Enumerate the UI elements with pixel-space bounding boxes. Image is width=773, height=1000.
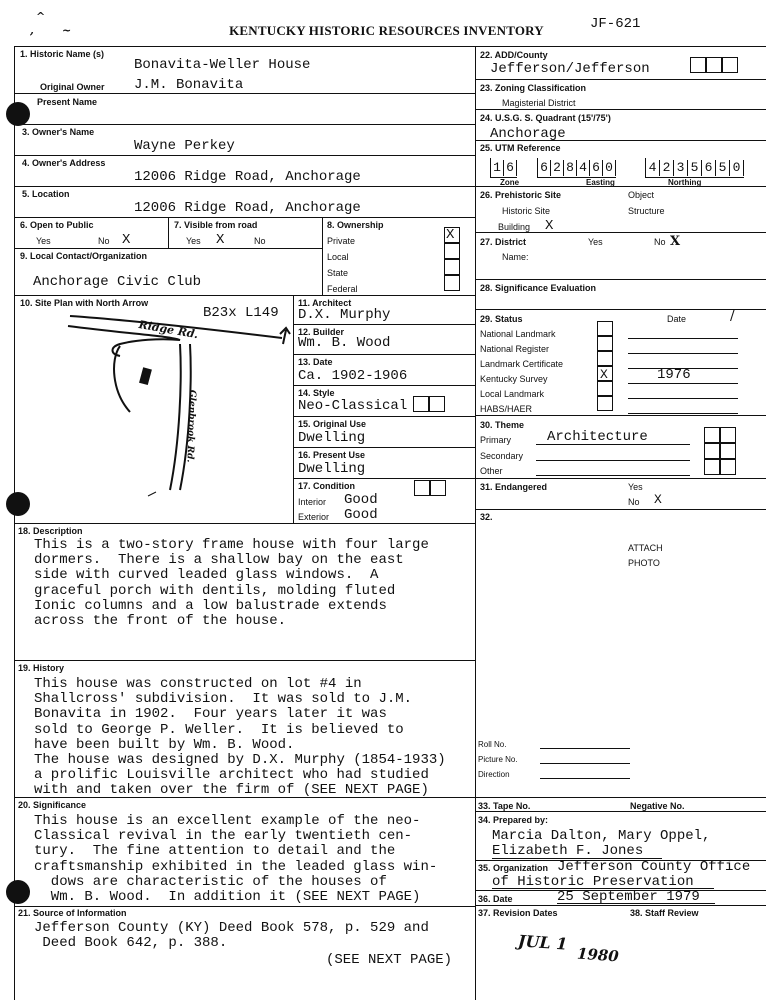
- margin-mark: ^: [36, 10, 46, 23]
- field-16-label: 16. Present Use: [298, 450, 366, 460]
- divider: [322, 217, 323, 295]
- utm-digit: 5: [716, 160, 730, 176]
- style-box[interactable]: [429, 396, 445, 412]
- rule: [14, 295, 475, 296]
- history-line: This house was constructed on lot #4 in: [34, 676, 362, 692]
- underline: [540, 748, 630, 749]
- open-no: No: [98, 236, 110, 246]
- underline: [628, 413, 738, 414]
- theme-box[interactable]: [704, 427, 720, 443]
- architect: D.X. Murphy: [298, 307, 391, 323]
- original-owner-label: Original Owner: [40, 82, 105, 92]
- rule: [293, 447, 475, 448]
- district-yes: Yes: [588, 237, 603, 247]
- utm-digit: 2: [551, 160, 564, 176]
- theme-box[interactable]: [704, 459, 720, 475]
- other-label: Other: [480, 466, 503, 476]
- field-15-label: 15. Original Use: [298, 419, 367, 429]
- significance-line: dows are characteristic of the houses of: [34, 873, 387, 890]
- field-32-label: 32.: [480, 512, 493, 522]
- original-use: Dwelling: [298, 430, 366, 446]
- style: Neo-Classical: [298, 398, 408, 414]
- visible-mark: X: [216, 232, 225, 248]
- significance-line: tury. The fine attention to detail and the: [34, 843, 396, 860]
- rule: [14, 93, 475, 94]
- field-8-label: 8. Ownership: [327, 220, 384, 230]
- rule: [475, 811, 766, 812]
- private-mark: X: [446, 227, 455, 243]
- field-20-label: 20. Significance: [18, 800, 87, 810]
- prepared-by-line1: Marcia Dalton, Mary Oppel,: [492, 828, 711, 844]
- rule: [293, 478, 475, 479]
- history-line: with and taken over the firm of (SEE NEXT PAGE): [34, 782, 429, 799]
- source-line: Jefferson County (KY) Deed Book 578, p. 529 and: [34, 920, 429, 936]
- national-landmark-checkbox[interactable]: [597, 321, 613, 336]
- field-2-label: Present Name: [37, 97, 98, 107]
- source-line: Deed Book 642, p. 388.: [34, 935, 228, 952]
- kentucky-survey-mark: X: [600, 367, 608, 382]
- history-line: Bonavita in 1902. Four years later it was: [34, 706, 387, 723]
- utm-easting: [537, 158, 616, 178]
- history-block: [34, 677, 446, 799]
- district-name-label: Name:: [502, 252, 529, 262]
- ownership-state: State: [327, 268, 349, 278]
- rule: [14, 186, 475, 187]
- easting-label: Easting: [586, 178, 615, 187]
- utm-digit: 2: [660, 160, 674, 176]
- district-mark: X: [670, 234, 681, 249]
- rule: [475, 415, 766, 416]
- significance-block: [34, 814, 437, 905]
- endangered-no: No: [628, 497, 640, 507]
- utm-digit: 4: [646, 160, 660, 176]
- see-next-page: (SEE NEXT PAGE): [326, 952, 453, 968]
- field-13-label: 13. Date: [298, 357, 333, 367]
- rule: [475, 309, 766, 310]
- north-arrow: [280, 328, 290, 344]
- utm-digit: 0: [730, 160, 744, 176]
- utm-digit: 0: [603, 160, 616, 176]
- field-1-label: 1. Historic Name (s): [20, 49, 105, 59]
- status-item: Local Landmark: [480, 389, 545, 399]
- field-28-label: 28. Significance Evaluation: [480, 283, 597, 293]
- add-county: Jefferson/Jefferson: [490, 61, 650, 77]
- field-5-label: 5. Location: [22, 189, 70, 199]
- building-label: Building: [498, 222, 531, 232]
- interior-label: Interior: [298, 497, 327, 507]
- county-box[interactable]: [706, 57, 722, 73]
- utm-digit: 6: [702, 160, 716, 176]
- prepared-by-line2: Elizabeth F. Jones: [492, 843, 644, 859]
- significance-line: Wm. B. Wood. In addition it (SEE NEXT PAGE): [34, 889, 421, 906]
- secondary-label: Secondary: [480, 451, 524, 461]
- description-line: dormers. There is a shallow bay on the east: [34, 552, 404, 569]
- builder: Wm. B. Wood: [298, 335, 391, 351]
- field-7-label: 7. Visible from road: [174, 220, 258, 230]
- underline: [540, 778, 630, 779]
- rule: [475, 279, 766, 280]
- primary-label: Primary: [480, 435, 511, 445]
- mark: [148, 492, 156, 496]
- theme-box[interactable]: [720, 443, 736, 459]
- rule: [475, 140, 766, 141]
- field-34-label: 34. Prepared by:: [478, 815, 549, 825]
- history-line: The house was designed by D.X. Murphy (1854-1933): [34, 752, 446, 769]
- building-mark: X: [545, 218, 554, 234]
- underline: [628, 368, 738, 369]
- utm-digit: 8: [564, 160, 577, 176]
- structure-label: Structure: [628, 206, 665, 216]
- endangered-mark: X: [654, 492, 662, 507]
- rule: [14, 46, 766, 47]
- rule: [293, 324, 475, 325]
- form-id: JF-621: [590, 16, 641, 32]
- national-register-checkbox[interactable]: [597, 336, 613, 351]
- punch-hole: [6, 492, 30, 516]
- ownership-local: Local: [327, 252, 349, 262]
- underline: [557, 903, 715, 904]
- glenbrook-road-left: [170, 344, 181, 490]
- glenbrook-road-label: Glenbrook Rd.: [184, 389, 197, 463]
- construction-date: Ca. 1902-1906: [298, 368, 408, 384]
- condition-box[interactable]: [430, 480, 446, 496]
- rule: [475, 109, 766, 110]
- zone-label: Zone: [500, 178, 520, 187]
- local-contact: Anchorage Civic Club: [33, 274, 202, 290]
- field-3-label: 3. Owner's Name: [22, 127, 95, 137]
- underline: [628, 353, 738, 354]
- interior-condition: Good: [344, 492, 378, 508]
- rule: [14, 217, 475, 218]
- utm-digit: 5: [688, 160, 702, 176]
- divider: [168, 217, 169, 248]
- house-footprint: [139, 367, 152, 385]
- utm-digit: 6: [504, 160, 517, 176]
- local-landmark-checkbox[interactable]: [597, 381, 613, 396]
- prepared-date: 25 September 1979: [557, 889, 700, 905]
- visible-yes: Yes: [186, 236, 201, 246]
- description-line: graceful porch with dentils, molding fluted: [34, 582, 396, 599]
- theme-box[interactable]: [704, 443, 720, 459]
- organization-line2: of Historic Preservation: [492, 874, 694, 890]
- field-27-label: 27. District: [480, 237, 527, 247]
- habs-haer-checkbox[interactable]: [597, 396, 613, 411]
- rule: [475, 232, 766, 233]
- district-no: No: [654, 237, 666, 247]
- state-checkbox[interactable]: [444, 259, 460, 275]
- status-item: Landmark Certificate: [480, 359, 564, 369]
- revision-date-stamp: JUL 1: [517, 931, 569, 954]
- endangered-yes: Yes: [628, 482, 643, 492]
- ownership-private: Private: [327, 236, 356, 246]
- field-18-label: 18. Description: [18, 526, 83, 536]
- federal-checkbox[interactable]: [444, 275, 460, 291]
- status-date-label: Date: [667, 314, 687, 324]
- field-12-label: 12. Builder: [298, 327, 345, 337]
- significance-line: craftsmanship exhibited in the leaded glass win-: [34, 858, 438, 875]
- margin-mark: ,: [30, 24, 34, 37]
- field-31-label: 31. Endangered: [480, 482, 548, 492]
- historic-site-label: Historic Site: [502, 206, 551, 216]
- visible-no: No: [254, 236, 266, 246]
- exterior-condition: Good: [344, 507, 378, 523]
- attach-label: ATTACH: [628, 543, 663, 553]
- object-label: Object: [628, 190, 655, 200]
- field-11-label: 11. Architect: [298, 298, 352, 308]
- field-38-label: 38. Staff Review: [630, 908, 699, 918]
- underline: [536, 460, 690, 461]
- open-yes: Yes: [36, 236, 51, 246]
- exterior-label: Exterior: [298, 512, 330, 522]
- field-35-label: 35. Organization: [478, 863, 549, 873]
- significance-line: This house is an excellent example of the neo-: [34, 813, 421, 829]
- utm-digit: 3: [674, 160, 688, 176]
- open-mark: X: [122, 232, 131, 248]
- underline: [628, 383, 738, 384]
- rule: [475, 478, 766, 479]
- northing-label: Northing: [668, 178, 702, 187]
- theme-box[interactable]: [720, 459, 736, 475]
- magisterial-district: Magisterial District: [502, 98, 576, 108]
- location: 12006 Ridge Road, Anchorage: [134, 200, 361, 216]
- roll-label: Roll No.: [478, 740, 507, 749]
- significance-line: Classical revival in the early twentieth cen-: [34, 828, 413, 845]
- history-line: have been built by Wm. B. Wood.: [34, 736, 295, 753]
- quadrant: Anchorage: [490, 126, 566, 142]
- rule: [14, 906, 475, 907]
- field-6-label: 6. Open to Public: [20, 220, 94, 230]
- punch-hole: [6, 880, 30, 904]
- owner-address: 12006 Ridge Road, Anchorage: [134, 169, 361, 185]
- underline: [628, 338, 738, 339]
- field-10-label: 10. Site Plan with North Arrow: [20, 298, 149, 308]
- driveway-line: [114, 346, 130, 412]
- history-line: Shallcross' subdivision. It was sold to J.M.: [34, 691, 413, 708]
- rule: [14, 124, 475, 125]
- column-divider: [475, 46, 476, 1000]
- landmark-certificate-checkbox[interactable]: [597, 351, 613, 366]
- field-23-label: 23. Zoning Classification: [480, 83, 587, 93]
- underline: [628, 398, 738, 399]
- description-line: side with curved leaded glass windows. A: [34, 567, 379, 584]
- utm-digit: 6: [590, 160, 603, 176]
- condition-box[interactable]: [414, 480, 430, 496]
- status-item: National Landmark: [480, 329, 556, 339]
- ridge-road-label: Ridge Rd.: [137, 318, 200, 342]
- historic-name: Bonavita-Weller House: [134, 57, 311, 73]
- original-owner: J.M. Bonavita: [134, 77, 244, 93]
- rule: [475, 905, 766, 906]
- lot-reference: B23x L149: [203, 305, 279, 321]
- utm-digit: 1: [491, 160, 504, 176]
- primary-theme: Architecture: [547, 429, 648, 445]
- owner-name: Wayne Perkey: [134, 138, 235, 154]
- field-25-label: 25. UTM Reference: [480, 143, 561, 153]
- style-box[interactable]: [413, 396, 429, 412]
- status-item: Kentucky Survey: [480, 374, 548, 384]
- negative-label: Negative No.: [630, 801, 685, 811]
- underline: [536, 444, 690, 445]
- field-19-label: 19. History: [18, 663, 65, 673]
- description-line: across the front of the house.: [34, 613, 287, 630]
- description-line: This is a two-story frame house with four large: [34, 537, 429, 553]
- field-24-label: 24. U.S.G. S. Quadrant (15'/75'): [480, 113, 611, 123]
- organization-line1: Jefferson County Office: [557, 859, 751, 875]
- rule: [475, 797, 766, 798]
- direction-label: Direction: [478, 770, 510, 779]
- punch-hole: [6, 102, 30, 126]
- field-33-label: 33. Tape No.: [478, 801, 531, 811]
- description-block: [34, 538, 429, 629]
- present-use: Dwelling: [298, 461, 366, 477]
- field-4-label: 4. Owner's Address: [22, 158, 106, 168]
- field-21-label: 21. Source of Information: [18, 908, 127, 918]
- rule: [293, 385, 475, 386]
- county-box[interactable]: [722, 57, 738, 73]
- kentucky-survey-date: 1976: [657, 367, 691, 383]
- rule: [14, 523, 475, 524]
- description-line: Ionic columns and a low balustrade extends: [34, 597, 387, 614]
- status-item: HABS/HAER: [480, 404, 533, 414]
- photo-label: PHOTO: [628, 558, 660, 568]
- utm-digit: 6: [538, 160, 551, 176]
- rule: [14, 660, 475, 661]
- history-line: sold to George P. Weller. It is believed to: [34, 721, 404, 738]
- utm-zone: [490, 158, 517, 178]
- field-29-label: 29. Status: [480, 314, 523, 324]
- field-17-label: 17. Condition: [298, 481, 355, 491]
- field-14-label: 14. Style: [298, 388, 335, 398]
- rule: [475, 79, 766, 80]
- field-30-label: 30. Theme: [480, 420, 525, 430]
- margin-mark: /: [730, 308, 735, 324]
- rule: [14, 155, 475, 156]
- rule: [14, 248, 322, 249]
- field-22-label: 22. ADD/County: [480, 50, 548, 60]
- margin-mark: ~: [62, 24, 72, 37]
- theme-box[interactable]: [720, 427, 736, 443]
- ownership-federal: Federal: [327, 284, 358, 294]
- underline: [540, 763, 630, 764]
- picture-label: Picture No.: [478, 755, 518, 764]
- rule: [14, 797, 475, 798]
- local-checkbox[interactable]: [444, 243, 460, 259]
- utm-digit: 4: [577, 160, 590, 176]
- utm-northing: [645, 158, 744, 178]
- source-block: [34, 921, 429, 951]
- form-title: KENTUCKY HISTORIC RESOURCES INVENTORY: [229, 23, 544, 38]
- rule: [293, 354, 475, 355]
- rule: [293, 416, 475, 417]
- rule: [475, 509, 766, 510]
- history-line: a prolific Louisville architect who had studied: [34, 767, 429, 784]
- status-item: National Register: [480, 344, 550, 354]
- divider: [293, 295, 294, 523]
- rule: [475, 186, 766, 187]
- underline: [536, 475, 690, 476]
- field-26-label: 26. Prehistoric Site: [480, 190, 562, 200]
- field-37-label: 37. Revision Dates: [478, 908, 558, 918]
- county-box[interactable]: [690, 57, 706, 73]
- field-36-label: 36. Date: [478, 894, 513, 904]
- revision-year-stamp: 1980: [576, 944, 620, 966]
- field-9-label: 9. Local Contact/Organization: [20, 251, 148, 261]
